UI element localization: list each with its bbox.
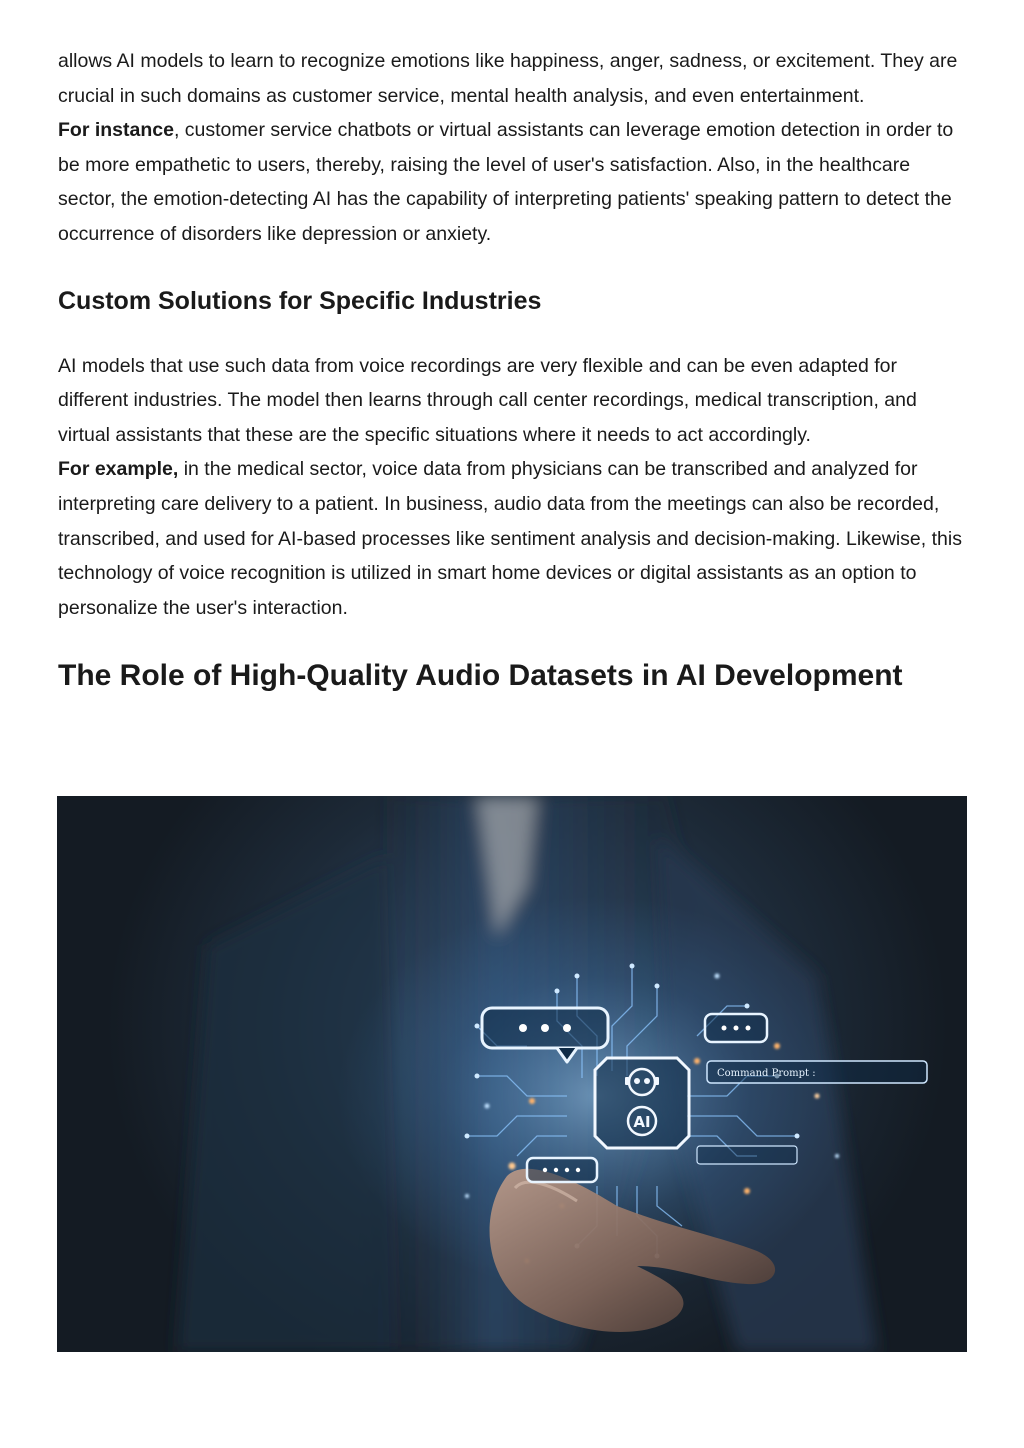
command-prompt-bar [707,1061,927,1083]
for-instance-lead: For instance [58,119,174,142]
paragraph-emotions: allows AI models to learn to recognize emotions like happiness, anger, sadness, or excitement. They are crucial in such domains as customer service, mental health analysis, and even entertainment. [58,50,958,107]
command-prompt-label: Command Prompt : [717,1068,816,1079]
ai-chip-label: AI [633,1113,651,1131]
paragraph-for-example [58,452,970,625]
for-instance-text: , customer service chatbots or virtual assistants can leverage emotion detection in order to be more empathetic to users, thereby, raising the level of user's satisfaction. Also, in the healthcare sector, the emotion-detecting AI has the capability of interpreting patients' speaking pattern to detect the occurrence of disorders like depression or anxiety. [58,119,954,245]
heading-audio-datasets: The Role of High-Quality Audio Datasets in AI Development [58,659,903,693]
ai-hand-illustration [57,796,967,1352]
chat-bubble-right [705,1014,767,1042]
article-body [58,44,970,730]
for-example-text: in the medical sector, voice data from physicians can be transcribed and analyzed for interpreting care delivery to a patient. In business, audio data from the meetings can also be recorded, transcribed, and used for AI-based processes like sentiment analysis and decision-making. Likewise, this technology of voice recognition is utilized in smart home devices or digital assistants as an option to personalize the user's interaction. [58,458,962,619]
hologram-panel [697,1146,797,1164]
hero-image-ai-hand [57,796,967,1352]
chat-bubble-bottom [527,1158,597,1182]
paragraph-custom-solutions: AI models that use such data from voice recordings are very flexible and can be even adapted for different industries. The model then learns through call center recordings, medical transcription, and virtual assistants that these are the specific situations where it needs to act accordingly. [58,354,917,446]
ai-chip [595,1058,689,1148]
heading-custom-solutions: Custom Solutions for Specific Industries [58,286,542,315]
paragraph-for-instance [58,113,970,251]
for-example-lead: For example, [58,458,179,481]
